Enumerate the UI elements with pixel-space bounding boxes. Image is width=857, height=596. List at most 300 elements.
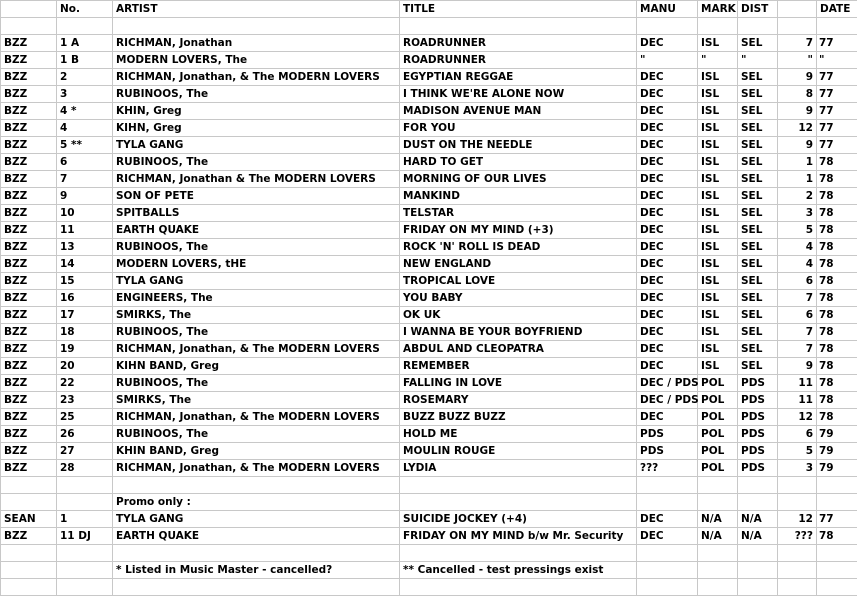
- cell-manu[interactable]: [637, 545, 698, 562]
- cell-mark[interactable]: [698, 562, 738, 579]
- cell-dist[interactable]: SEL: [738, 86, 778, 103]
- cell-manu[interactable]: [637, 477, 698, 494]
- cell-dist[interactable]: SEL: [738, 324, 778, 341]
- cell-title[interactable]: MOULIN ROUGE: [400, 443, 637, 460]
- cell-manu[interactable]: DEC: [637, 239, 698, 256]
- cell-title[interactable]: EGYPTIAN REGGAE: [400, 69, 637, 86]
- cell-month[interactable]: 1: [778, 171, 817, 188]
- cell-artist[interactable]: RICHMAN, Jonathan & The MODERN LOVERS: [113, 171, 400, 188]
- cell-manu[interactable]: [637, 18, 698, 35]
- cell-manu[interactable]: DEC: [637, 137, 698, 154]
- cell-dist[interactable]: PDS: [738, 375, 778, 392]
- cell-manu[interactable]: DEC: [637, 86, 698, 103]
- cell-label[interactable]: BZZ: [1, 52, 57, 69]
- cell-manu[interactable]: DEC: [637, 103, 698, 120]
- cell-label[interactable]: BZZ: [1, 409, 57, 426]
- cell-label[interactable]: BZZ: [1, 290, 57, 307]
- cell-title[interactable]: MANKIND: [400, 188, 637, 205]
- cell-year[interactable]: 78: [817, 171, 857, 188]
- header-date[interactable]: DATE: [817, 1, 857, 18]
- cell-year[interactable]: 79: [817, 426, 857, 443]
- cell-year[interactable]: 77: [817, 137, 857, 154]
- cell-artist[interactable]: RICHMAN, Jonathan: [113, 35, 400, 52]
- cell-year[interactable]: [817, 477, 857, 494]
- cell-artist[interactable]: ENGINEERS, The: [113, 290, 400, 307]
- cell-month[interactable]: 11: [778, 375, 817, 392]
- cell-no[interactable]: 14: [57, 256, 113, 273]
- cell-label[interactable]: BZZ: [1, 375, 57, 392]
- cell-artist[interactable]: SMIRKS, The: [113, 392, 400, 409]
- cell-label[interactable]: BZZ: [1, 358, 57, 375]
- cell-month[interactable]: 3: [778, 460, 817, 477]
- cell-mark[interactable]: ISL: [698, 358, 738, 375]
- cell-month[interactable]: 12: [778, 409, 817, 426]
- cell-dist[interactable]: ": [738, 52, 778, 69]
- cell-artist[interactable]: TYLA GANG: [113, 273, 400, 290]
- cell-artist[interactable]: KHIN BAND, Greg: [113, 443, 400, 460]
- cell-month[interactable]: 9: [778, 69, 817, 86]
- cell-dist[interactable]: SEL: [738, 188, 778, 205]
- cell-mark[interactable]: [698, 545, 738, 562]
- cell-artist[interactable]: RUBINOOS, The: [113, 375, 400, 392]
- cell-no[interactable]: [57, 545, 113, 562]
- cell-year[interactable]: 78: [817, 205, 857, 222]
- cell-mark[interactable]: N/A: [698, 511, 738, 528]
- cell-artist[interactable]: [113, 579, 400, 596]
- cell-label[interactable]: BZZ: [1, 69, 57, 86]
- cell-dist[interactable]: [738, 494, 778, 511]
- cell-manu[interactable]: [637, 562, 698, 579]
- cell-no[interactable]: 11: [57, 222, 113, 239]
- cell-artist[interactable]: Promo only :: [113, 494, 400, 511]
- cell-year[interactable]: 79: [817, 443, 857, 460]
- cell-dist[interactable]: SEL: [738, 256, 778, 273]
- cell-no[interactable]: 23: [57, 392, 113, 409]
- cell-title[interactable]: LYDIA: [400, 460, 637, 477]
- cell-year[interactable]: 78: [817, 375, 857, 392]
- cell-title[interactable]: FRIDAY ON MY MIND b/w Mr. Security: [400, 528, 637, 545]
- cell-no[interactable]: 10: [57, 205, 113, 222]
- cell-title[interactable]: BUZZ BUZZ BUZZ: [400, 409, 637, 426]
- cell-dist[interactable]: SEL: [738, 307, 778, 324]
- cell-manu[interactable]: DEC: [637, 69, 698, 86]
- cell-manu[interactable]: ": [637, 52, 698, 69]
- cell-artist[interactable]: TYLA GANG: [113, 137, 400, 154]
- cell-title[interactable]: ROCK 'N' ROLL IS DEAD: [400, 239, 637, 256]
- cell-mark[interactable]: ISL: [698, 341, 738, 358]
- cell-month[interactable]: 4: [778, 256, 817, 273]
- cell-year[interactable]: 78: [817, 273, 857, 290]
- cell-dist[interactable]: [738, 579, 778, 596]
- cell-title[interactable]: NEW ENGLAND: [400, 256, 637, 273]
- cell-month[interactable]: 12: [778, 120, 817, 137]
- cell-artist[interactable]: EARTH QUAKE: [113, 528, 400, 545]
- cell-year[interactable]: 78: [817, 409, 857, 426]
- cell-title[interactable]: OK UK: [400, 307, 637, 324]
- cell-month[interactable]: [778, 579, 817, 596]
- cell-no[interactable]: 20: [57, 358, 113, 375]
- cell-title[interactable]: I WANNA BE YOUR BOYFRIEND: [400, 324, 637, 341]
- cell-mark[interactable]: ": [698, 52, 738, 69]
- cell-label[interactable]: BZZ: [1, 528, 57, 545]
- cell-dist[interactable]: PDS: [738, 409, 778, 426]
- cell-manu[interactable]: DEC: [637, 222, 698, 239]
- cell-dist[interactable]: [738, 545, 778, 562]
- cell-artist[interactable]: KHIN, Greg: [113, 103, 400, 120]
- cell-artist[interactable]: EARTH QUAKE: [113, 222, 400, 239]
- cell-no[interactable]: 1 A: [57, 35, 113, 52]
- cell-dist[interactable]: SEL: [738, 273, 778, 290]
- cell-mark[interactable]: ISL: [698, 120, 738, 137]
- cell-year[interactable]: 78: [817, 528, 857, 545]
- cell-month[interactable]: 7: [778, 324, 817, 341]
- cell-title[interactable]: TROPICAL LOVE: [400, 273, 637, 290]
- cell-year[interactable]: 77: [817, 35, 857, 52]
- cell-year[interactable]: 77: [817, 511, 857, 528]
- cell-month[interactable]: 9: [778, 137, 817, 154]
- cell-artist[interactable]: RICHMAN, Jonathan, & The MODERN LOVERS: [113, 341, 400, 358]
- cell-mark[interactable]: ISL: [698, 273, 738, 290]
- cell-month[interactable]: [778, 545, 817, 562]
- cell-dist[interactable]: [738, 477, 778, 494]
- cell-title[interactable]: [400, 494, 637, 511]
- cell-month[interactable]: 5: [778, 443, 817, 460]
- cell-year[interactable]: 78: [817, 188, 857, 205]
- cell-artist[interactable]: [113, 477, 400, 494]
- cell-label[interactable]: BZZ: [1, 171, 57, 188]
- cell-artist[interactable]: RUBINOOS, The: [113, 426, 400, 443]
- cell-title[interactable]: [400, 477, 637, 494]
- cell-year[interactable]: 78: [817, 324, 857, 341]
- cell-no[interactable]: 17: [57, 307, 113, 324]
- cell-manu[interactable]: ???: [637, 460, 698, 477]
- cell-month[interactable]: 6: [778, 426, 817, 443]
- cell-manu[interactable]: DEC: [637, 358, 698, 375]
- cell-title[interactable]: TELSTAR: [400, 205, 637, 222]
- cell-no[interactable]: 25: [57, 409, 113, 426]
- cell-dist[interactable]: SEL: [738, 222, 778, 239]
- cell-month[interactable]: 9: [778, 358, 817, 375]
- cell-label[interactable]: [1, 545, 57, 562]
- cell-dist[interactable]: PDS: [738, 460, 778, 477]
- cell-year[interactable]: 79: [817, 460, 857, 477]
- cell-month[interactable]: 4: [778, 239, 817, 256]
- cell-title[interactable]: ROADRUNNER: [400, 52, 637, 69]
- header-title[interactable]: TITLE: [400, 1, 637, 18]
- cell-no[interactable]: 9: [57, 188, 113, 205]
- cell-dist[interactable]: N/A: [738, 528, 778, 545]
- cell-mark[interactable]: [698, 477, 738, 494]
- cell-no[interactable]: 19: [57, 341, 113, 358]
- cell-manu[interactable]: DEC / PDS: [637, 375, 698, 392]
- cell-year[interactable]: 78: [817, 222, 857, 239]
- cell-manu[interactable]: DEC: [637, 154, 698, 171]
- cell-year[interactable]: 78: [817, 307, 857, 324]
- cell-mark[interactable]: ISL: [698, 307, 738, 324]
- header-label[interactable]: [1, 1, 57, 18]
- cell-no[interactable]: 7: [57, 171, 113, 188]
- cell-label[interactable]: BZZ: [1, 137, 57, 154]
- cell-year[interactable]: 77: [817, 120, 857, 137]
- cell-dist[interactable]: SEL: [738, 358, 778, 375]
- cell-dist[interactable]: [738, 18, 778, 35]
- cell-dist[interactable]: SEL: [738, 35, 778, 52]
- cell-label[interactable]: BZZ: [1, 426, 57, 443]
- cell-label[interactable]: BZZ: [1, 188, 57, 205]
- cell-year[interactable]: 77: [817, 86, 857, 103]
- cell-no[interactable]: [57, 562, 113, 579]
- cell-mark[interactable]: [698, 18, 738, 35]
- cell-year[interactable]: 77: [817, 103, 857, 120]
- cell-dist[interactable]: PDS: [738, 426, 778, 443]
- cell-title[interactable]: ROSEMARY: [400, 392, 637, 409]
- cell-label[interactable]: BZZ: [1, 86, 57, 103]
- cell-month[interactable]: 6: [778, 273, 817, 290]
- cell-manu[interactable]: DEC: [637, 324, 698, 341]
- cell-month[interactable]: 6: [778, 307, 817, 324]
- cell-no[interactable]: 15: [57, 273, 113, 290]
- cell-dist[interactable]: SEL: [738, 341, 778, 358]
- cell-label[interactable]: BZZ: [1, 120, 57, 137]
- cell-title[interactable]: DUST ON THE NEEDLE: [400, 137, 637, 154]
- cell-month[interactable]: 12: [778, 511, 817, 528]
- cell-mark[interactable]: ISL: [698, 256, 738, 273]
- cell-mark[interactable]: POL: [698, 443, 738, 460]
- cell-label[interactable]: BZZ: [1, 443, 57, 460]
- cell-mark[interactable]: N/A: [698, 528, 738, 545]
- cell-no[interactable]: 1: [57, 511, 113, 528]
- cell-month[interactable]: 8: [778, 86, 817, 103]
- cell-manu[interactable]: DEC: [637, 171, 698, 188]
- cell-manu[interactable]: PDS: [637, 426, 698, 443]
- cell-year[interactable]: 78: [817, 154, 857, 171]
- cell-label[interactable]: BZZ: [1, 103, 57, 120]
- cell-dist[interactable]: SEL: [738, 103, 778, 120]
- cell-mark[interactable]: ISL: [698, 324, 738, 341]
- header-mark[interactable]: MARK: [698, 1, 738, 18]
- cell-label[interactable]: BZZ: [1, 205, 57, 222]
- cell-dist[interactable]: SEL: [738, 171, 778, 188]
- cell-dist[interactable]: SEL: [738, 69, 778, 86]
- header-no[interactable]: No.: [57, 1, 113, 18]
- cell-no[interactable]: 28: [57, 460, 113, 477]
- cell-month[interactable]: 9: [778, 103, 817, 120]
- cell-year[interactable]: 78: [817, 290, 857, 307]
- cell-title[interactable]: ABDUL AND CLEOPATRA: [400, 341, 637, 358]
- cell-dist[interactable]: [738, 562, 778, 579]
- cell-title[interactable]: [400, 579, 637, 596]
- cell-label[interactable]: BZZ: [1, 239, 57, 256]
- cell-mark[interactable]: ISL: [698, 35, 738, 52]
- cell-label[interactable]: BZZ: [1, 222, 57, 239]
- cell-artist[interactable]: RICHMAN, Jonathan, & The MODERN LOVERS: [113, 69, 400, 86]
- cell-dist[interactable]: SEL: [738, 120, 778, 137]
- cell-artist[interactable]: RUBINOOS, The: [113, 154, 400, 171]
- cell-manu[interactable]: DEC: [637, 120, 698, 137]
- cell-dist[interactable]: SEL: [738, 205, 778, 222]
- cell-mark[interactable]: ISL: [698, 154, 738, 171]
- cell-label[interactable]: BZZ: [1, 307, 57, 324]
- cell-title[interactable]: MORNING OF OUR LIVES: [400, 171, 637, 188]
- cell-label[interactable]: [1, 494, 57, 511]
- cell-month[interactable]: [778, 477, 817, 494]
- cell-title[interactable]: ROADRUNNER: [400, 35, 637, 52]
- cell-dist[interactable]: PDS: [738, 443, 778, 460]
- cell-manu[interactable]: DEC: [637, 273, 698, 290]
- cell-month[interactable]: [778, 18, 817, 35]
- cell-title[interactable]: MADISON AVENUE MAN: [400, 103, 637, 120]
- cell-month[interactable]: 7: [778, 290, 817, 307]
- cell-artist[interactable]: * Listed in Music Master - cancelled?: [113, 562, 400, 579]
- cell-label[interactable]: BZZ: [1, 460, 57, 477]
- cell-artist[interactable]: SMIRKS, The: [113, 307, 400, 324]
- cell-manu[interactable]: DEC: [637, 35, 698, 52]
- cell-artist[interactable]: [113, 18, 400, 35]
- cell-title[interactable]: FRIDAY ON MY MIND (+3): [400, 222, 637, 239]
- cell-manu[interactable]: DEC: [637, 290, 698, 307]
- cell-artist[interactable]: RICHMAN, Jonathan, & The MODERN LOVERS: [113, 409, 400, 426]
- cell-no[interactable]: 3: [57, 86, 113, 103]
- cell-label[interactable]: [1, 579, 57, 596]
- cell-label[interactable]: BZZ: [1, 273, 57, 290]
- cell-month[interactable]: 1: [778, 154, 817, 171]
- header-artist[interactable]: ARTIST: [113, 1, 400, 18]
- cell-dist[interactable]: SEL: [738, 154, 778, 171]
- cell-month[interactable]: 3: [778, 205, 817, 222]
- cell-artist[interactable]: MODERN LOVERS, The: [113, 52, 400, 69]
- cell-artist[interactable]: RUBINOOS, The: [113, 239, 400, 256]
- cell-mark[interactable]: ISL: [698, 188, 738, 205]
- cell-label[interactable]: BZZ: [1, 392, 57, 409]
- cell-title[interactable]: [400, 545, 637, 562]
- cell-month[interactable]: [778, 562, 817, 579]
- cell-year[interactable]: 78: [817, 392, 857, 409]
- cell-manu[interactable]: [637, 579, 698, 596]
- cell-artist[interactable]: KIHN BAND, Greg: [113, 358, 400, 375]
- cell-mark[interactable]: ISL: [698, 103, 738, 120]
- cell-manu[interactable]: DEC: [637, 341, 698, 358]
- cell-year[interactable]: [817, 18, 857, 35]
- cell-artist[interactable]: RUBINOOS, The: [113, 86, 400, 103]
- cell-manu[interactable]: DEC: [637, 205, 698, 222]
- cell-mark[interactable]: ISL: [698, 69, 738, 86]
- cell-mark[interactable]: [698, 494, 738, 511]
- cell-year[interactable]: [817, 579, 857, 596]
- cell-title[interactable]: FOR YOU: [400, 120, 637, 137]
- cell-no[interactable]: 22: [57, 375, 113, 392]
- cell-artist[interactable]: [113, 545, 400, 562]
- cell-artist[interactable]: SPITBALLS: [113, 205, 400, 222]
- cell-no[interactable]: 27: [57, 443, 113, 460]
- cell-label[interactable]: SEAN: [1, 511, 57, 528]
- cell-artist[interactable]: RICHMAN, Jonathan, & The MODERN LOVERS: [113, 460, 400, 477]
- cell-title[interactable]: I THINK WE'RE ALONE NOW: [400, 86, 637, 103]
- cell-no[interactable]: 13: [57, 239, 113, 256]
- cell-no[interactable]: [57, 579, 113, 596]
- cell-mark[interactable]: ISL: [698, 205, 738, 222]
- cell-title[interactable]: REMEMBER: [400, 358, 637, 375]
- cell-dist[interactable]: SEL: [738, 137, 778, 154]
- cell-title[interactable]: YOU BABY: [400, 290, 637, 307]
- cell-manu[interactable]: [637, 494, 698, 511]
- cell-title[interactable]: FALLING IN LOVE: [400, 375, 637, 392]
- cell-label[interactable]: BZZ: [1, 256, 57, 273]
- cell-manu[interactable]: DEC: [637, 188, 698, 205]
- cell-label[interactable]: [1, 18, 57, 35]
- cell-month[interactable]: 7: [778, 341, 817, 358]
- cell-manu[interactable]: DEC: [637, 256, 698, 273]
- cell-label[interactable]: BZZ: [1, 154, 57, 171]
- cell-month[interactable]: [778, 494, 817, 511]
- cell-mark[interactable]: POL: [698, 392, 738, 409]
- cell-year[interactable]: ": [817, 52, 857, 69]
- cell-manu[interactable]: DEC / PDS: [637, 392, 698, 409]
- cell-month[interactable]: 5: [778, 222, 817, 239]
- cell-no[interactable]: 11 DJ: [57, 528, 113, 545]
- header-manu[interactable]: MANU: [637, 1, 698, 18]
- cell-year[interactable]: 77: [817, 69, 857, 86]
- cell-mark[interactable]: ISL: [698, 290, 738, 307]
- cell-no[interactable]: 16: [57, 290, 113, 307]
- cell-month[interactable]: ???: [778, 528, 817, 545]
- cell-dist[interactable]: PDS: [738, 392, 778, 409]
- cell-title[interactable]: HOLD ME: [400, 426, 637, 443]
- cell-year[interactable]: 78: [817, 256, 857, 273]
- cell-dist[interactable]: SEL: [738, 239, 778, 256]
- cell-year[interactable]: 78: [817, 239, 857, 256]
- cell-no[interactable]: 4 *: [57, 103, 113, 120]
- cell-manu[interactable]: DEC: [637, 409, 698, 426]
- cell-no[interactable]: 6: [57, 154, 113, 171]
- cell-no[interactable]: 1 B: [57, 52, 113, 69]
- cell-mark[interactable]: ISL: [698, 86, 738, 103]
- cell-artist[interactable]: RUBINOOS, The: [113, 324, 400, 341]
- cell-mark[interactable]: ISL: [698, 239, 738, 256]
- cell-year[interactable]: [817, 494, 857, 511]
- cell-manu[interactable]: DEC: [637, 307, 698, 324]
- cell-year[interactable]: [817, 545, 857, 562]
- cell-no[interactable]: 5 **: [57, 137, 113, 154]
- cell-no[interactable]: [57, 18, 113, 35]
- cell-no[interactable]: 26: [57, 426, 113, 443]
- cell-title[interactable]: ** Cancelled - test pressings exist: [400, 562, 637, 579]
- cell-artist[interactable]: MODERN LOVERS, tHE: [113, 256, 400, 273]
- cell-no[interactable]: 18: [57, 324, 113, 341]
- cell-no[interactable]: [57, 477, 113, 494]
- cell-title[interactable]: SUICIDE JOCKEY (+4): [400, 511, 637, 528]
- cell-mark[interactable]: [698, 579, 738, 596]
- cell-no[interactable]: 4: [57, 120, 113, 137]
- header-dist[interactable]: DIST: [738, 1, 778, 18]
- cell-manu[interactable]: PDS: [637, 443, 698, 460]
- cell-artist[interactable]: KIHN, Greg: [113, 120, 400, 137]
- cell-year[interactable]: [817, 562, 857, 579]
- cell-mark[interactable]: POL: [698, 460, 738, 477]
- cell-month[interactable]: 11: [778, 392, 817, 409]
- cell-month[interactable]: 2: [778, 188, 817, 205]
- cell-mark[interactable]: ISL: [698, 222, 738, 239]
- cell-title[interactable]: [400, 18, 637, 35]
- cell-label[interactable]: BZZ: [1, 324, 57, 341]
- cell-label[interactable]: [1, 562, 57, 579]
- cell-no[interactable]: [57, 494, 113, 511]
- cell-mark[interactable]: ISL: [698, 137, 738, 154]
- cell-mark[interactable]: POL: [698, 375, 738, 392]
- cell-mark[interactable]: POL: [698, 409, 738, 426]
- cell-dist[interactable]: N/A: [738, 511, 778, 528]
- cell-month[interactable]: 7: [778, 35, 817, 52]
- cell-manu[interactable]: DEC: [637, 511, 698, 528]
